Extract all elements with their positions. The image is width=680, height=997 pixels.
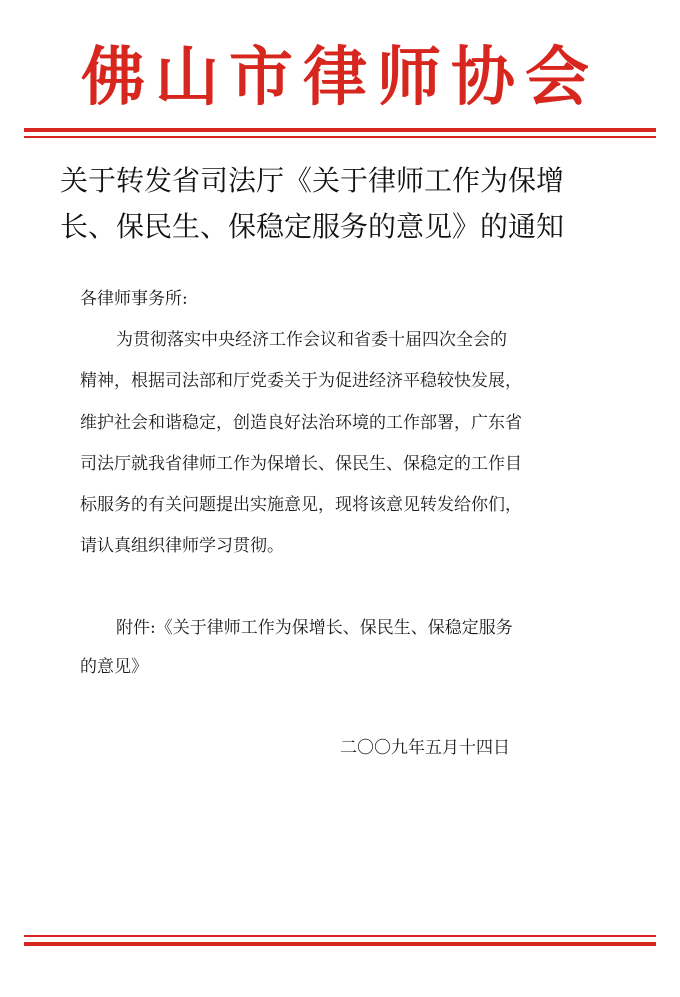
body-line: 司法厅就我省律师工作为保增长、保民生、保稳定的工作目: [80, 454, 522, 474]
notice-title-line-2: 长、保民生、保稳定服务的意见》的通知: [60, 210, 565, 243]
header-rule-thin: [24, 136, 656, 138]
attachment-line-1: 附件:《关于律师工作为保增长、保民生、保稳定服务: [116, 618, 513, 638]
notice-title-line-1: 关于转发省司法厅《关于律师工作为保增: [60, 164, 565, 197]
body-line: 维护社会和谐稳定，创造良好法治环境的工作部署，广东省: [80, 413, 522, 433]
footer-rule-thin: [24, 935, 656, 937]
body-line: 请认真组织律师学习贯彻。: [80, 536, 284, 556]
salutation: 各律师事务所:: [80, 289, 188, 309]
attachment-line-2: 的意见》: [80, 657, 148, 677]
body-line: 为贯彻落实中央经济工作会议和省委十届四次全会的: [116, 330, 507, 350]
body-line: 标服务的有关问题提出实施意见，现将该意见转发给你们，: [80, 495, 522, 515]
body-line: 精神，根据司法部和厅党委关于为促进经济平稳较快发展，: [80, 371, 522, 391]
header-rule-thick: [24, 128, 656, 132]
notice-title: [60, 158, 640, 250]
issue-date: 二〇〇九年五月十四日: [340, 738, 510, 758]
footer-rule-thick: [24, 942, 656, 946]
organization-masthead: 佛山市律师协会: [81, 40, 599, 115]
